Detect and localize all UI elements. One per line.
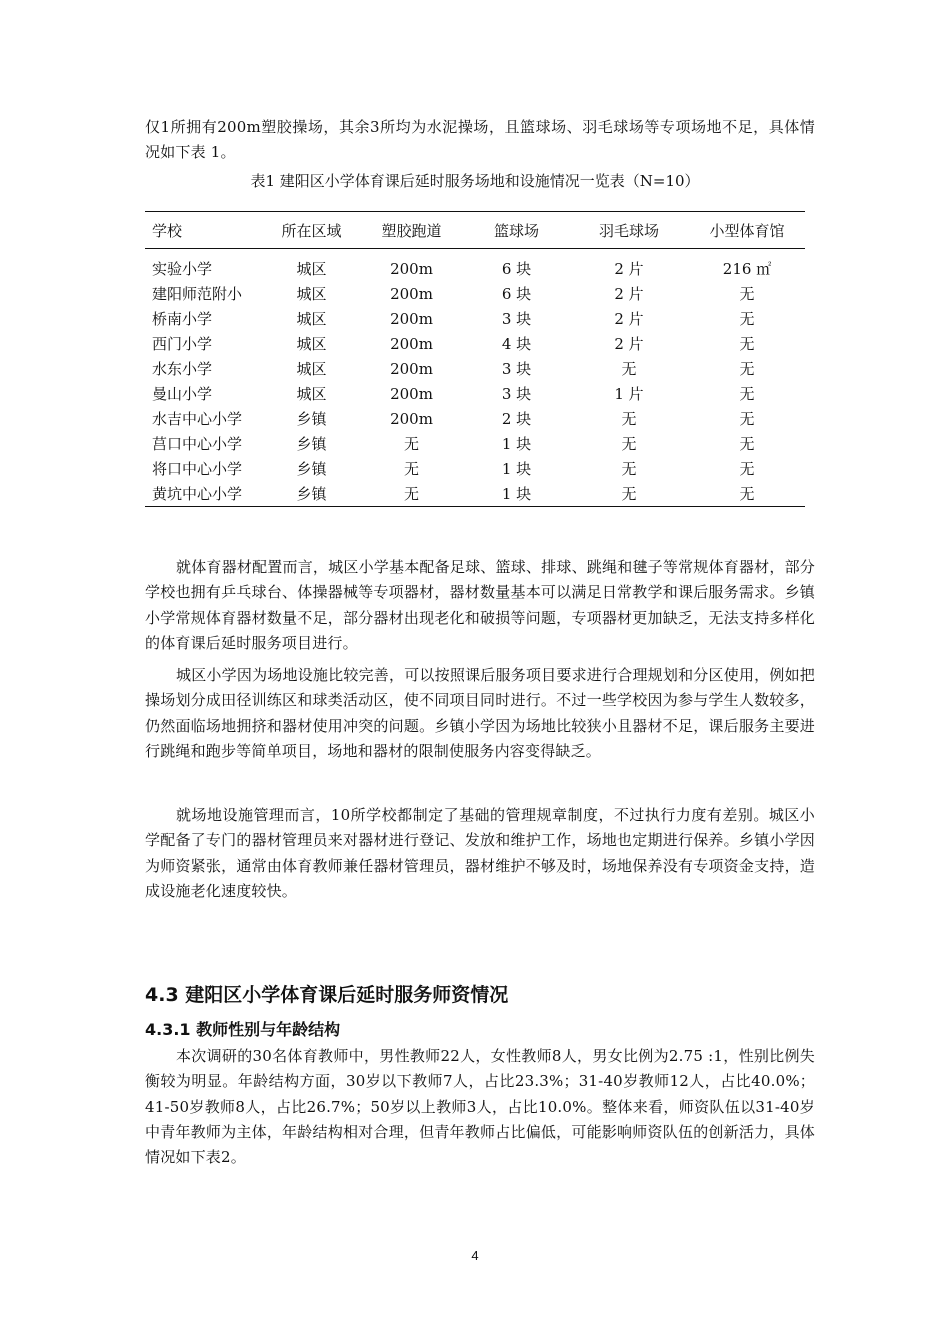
table-cell: 1 块 — [501, 460, 532, 478]
table-cell: 建阳师范附小 — [152, 285, 243, 303]
table-caption: 表1 建阳区小学体育课后延时服务场地和设施情况一览表（N=10） — [250, 172, 700, 190]
table-cell: 无 — [739, 460, 755, 478]
table-cell: 1 片 — [614, 385, 644, 403]
facilities-table — [145, 211, 805, 507]
table-cell: 城区 — [296, 260, 327, 278]
column-header: 羽毛球场 — [598, 221, 659, 240]
table-cell: 实验小学 — [152, 260, 213, 278]
table-cell: 城区 — [296, 310, 327, 328]
table-cell: 乡镇 — [296, 485, 327, 503]
table-cell: 2 片 — [614, 285, 644, 303]
table-row — [145, 356, 805, 381]
table-row — [145, 249, 805, 282]
table-header-row — [145, 212, 805, 249]
table-cell: 莒口中心小学 — [152, 435, 243, 453]
table-cell: 3 块 — [501, 310, 532, 328]
table-cell: 200m — [390, 409, 433, 428]
table-cell: 4 块 — [501, 335, 532, 353]
table-row — [145, 406, 805, 431]
table-cell: 无 — [403, 460, 419, 478]
table-cell: 无 — [739, 385, 755, 403]
page-number: 4 — [471, 1248, 479, 1263]
table-cell: 无 — [739, 360, 755, 378]
table-cell: 1 块 — [501, 435, 532, 453]
table-cell: 无 — [739, 310, 755, 328]
section-heading: 4.3 建阳区小学体育课后延时服务师资情况 — [145, 984, 509, 1006]
table-cell: 无 — [621, 410, 637, 428]
table-cell: 200m — [390, 309, 433, 328]
table-cell: 200m — [390, 334, 433, 353]
table-row — [145, 306, 805, 331]
intro-paragraph: 仅1所拥有200m塑胶操场，其余3所均为水泥操场，且篮球场、羽毛球场等专项场地不足，具体情况如下表 1。 — [145, 118, 815, 162]
table-cell: 200m — [390, 284, 433, 303]
column-header: 小型体育馆 — [709, 221, 785, 240]
body-paragraph: 城区小学因为场地设施比较完善，可以按照课后服务项目要求进行合理规划和分区使用，例如把操场划分成田径训练区和球类活动区，使不同项目同时进行。不过一些学校因为参与学生人数较多，仍然面临场地拥挤和器材使用冲突的问题。乡镇小学因为场地比较狭小且器材不足，课后服务主要进行跳绳和跑步等简单项目，场地和器材的限制使服务内容变得缺乏。 — [145, 666, 815, 760]
table-row — [145, 456, 805, 481]
table-cell: 桥南小学 — [152, 310, 213, 328]
table-row — [145, 431, 805, 456]
table-cell: 200m — [390, 259, 433, 278]
table-row — [145, 281, 805, 306]
table-cell: 无 — [403, 485, 419, 503]
table-cell: 1 块 — [501, 485, 532, 503]
table-cell: 无 — [621, 360, 637, 378]
table-cell: 乡镇 — [296, 410, 327, 428]
table-cell: 200m — [390, 359, 433, 378]
table-cell: 将口中心小学 — [152, 460, 243, 478]
table-cell: 6 块 — [501, 260, 532, 278]
table-cell: 200m — [390, 384, 433, 403]
body-paragraph: 就体育器材配置而言，城区小学基本配备足球、篮球、排球、跳绳和毽子等常规体育器材，部分学校也拥有乒乓球台、体操器械等专项器材，器材数量基本可以满足日常教学和课后服务需求。乡镇小学常规体育器材数量不足，部分器材出现老化和破损等问题，专项器材更加缺乏，无法支持多样化的体育课后延时服务项目进行。 — [145, 558, 815, 652]
table-cell: 城区 — [296, 360, 327, 378]
table-cell: 无 — [739, 285, 755, 303]
table-cell: 2 片 — [614, 310, 644, 328]
table-cell: 城区 — [296, 385, 327, 403]
table-cell: 2 块 — [501, 410, 532, 428]
table-cell: 城区 — [296, 285, 327, 303]
subsection-paragraph: 本次调研的30名体育教师中，男性教师22人，女性教师8人，男女比例为2.75 :1，性别比例失衡较为明显。年龄结构方面，30岁以下教师7人，占比23.3%；31-40岁教师12人，占比40.0%；41-50岁教师8人，占比26.7%；50岁以上教师3人，占比10.0%。整体来看，师资队伍以31-40岁中青年教师为主体，年龄结构相对合理，但青年教师占比偏低，可能影响师资队伍的创新活力，具体情况如下表2。 — [145, 1047, 815, 1167]
column-header: 所在区域 — [281, 221, 342, 240]
table-cell: 无 — [739, 485, 755, 503]
table-cell: 黄坑中心小学 — [152, 485, 243, 503]
table-cell: 无 — [621, 460, 637, 478]
table-cell: 无 — [621, 435, 637, 453]
body-paragraph: 就场地设施管理而言，10所学校都制定了基础的管理规章制度，不过执行力度有差别。城区小学配备了专门的器材管理员来对器材进行登记、发放和维护工作，场地也定期进行保养。乡镇小学因为师资紧张，通常由体育教师兼任器材管理员，器材维护不够及时，场地保养没有专项资金支持，造成设施老化速度较快。 — [145, 806, 815, 900]
table-cell: 3 块 — [501, 360, 532, 378]
table-cell: 曼山小学 — [152, 385, 213, 403]
column-header: 塑胶跑道 — [381, 221, 442, 240]
table-cell: 水东小学 — [152, 360, 213, 378]
table-cell: 6 块 — [501, 285, 532, 303]
table-cell: 乡镇 — [296, 435, 327, 453]
table-row — [145, 481, 805, 507]
table-cell: 216 ㎡ — [722, 260, 772, 278]
table-cell: 西门小学 — [152, 335, 213, 353]
column-header: 篮球场 — [493, 221, 539, 240]
table-cell: 城区 — [296, 335, 327, 353]
table-cell: 无 — [739, 410, 755, 428]
table-cell: 乡镇 — [296, 460, 327, 478]
table-cell: 无 — [739, 335, 755, 353]
column-header: 学校 — [152, 221, 183, 240]
table-row — [145, 381, 805, 406]
table-row — [145, 331, 805, 356]
table-cell: 水吉中心小学 — [152, 410, 243, 428]
table-cell: 3 块 — [501, 385, 532, 403]
table-body — [145, 249, 805, 507]
table-cell: 2 片 — [614, 335, 644, 353]
subsection-heading: 4.3.1 教师性别与年龄结构 — [145, 1020, 341, 1039]
table-cell: 无 — [621, 485, 637, 503]
table-cell: 无 — [739, 435, 755, 453]
table-cell: 无 — [403, 435, 419, 453]
table-cell: 2 片 — [614, 260, 644, 278]
